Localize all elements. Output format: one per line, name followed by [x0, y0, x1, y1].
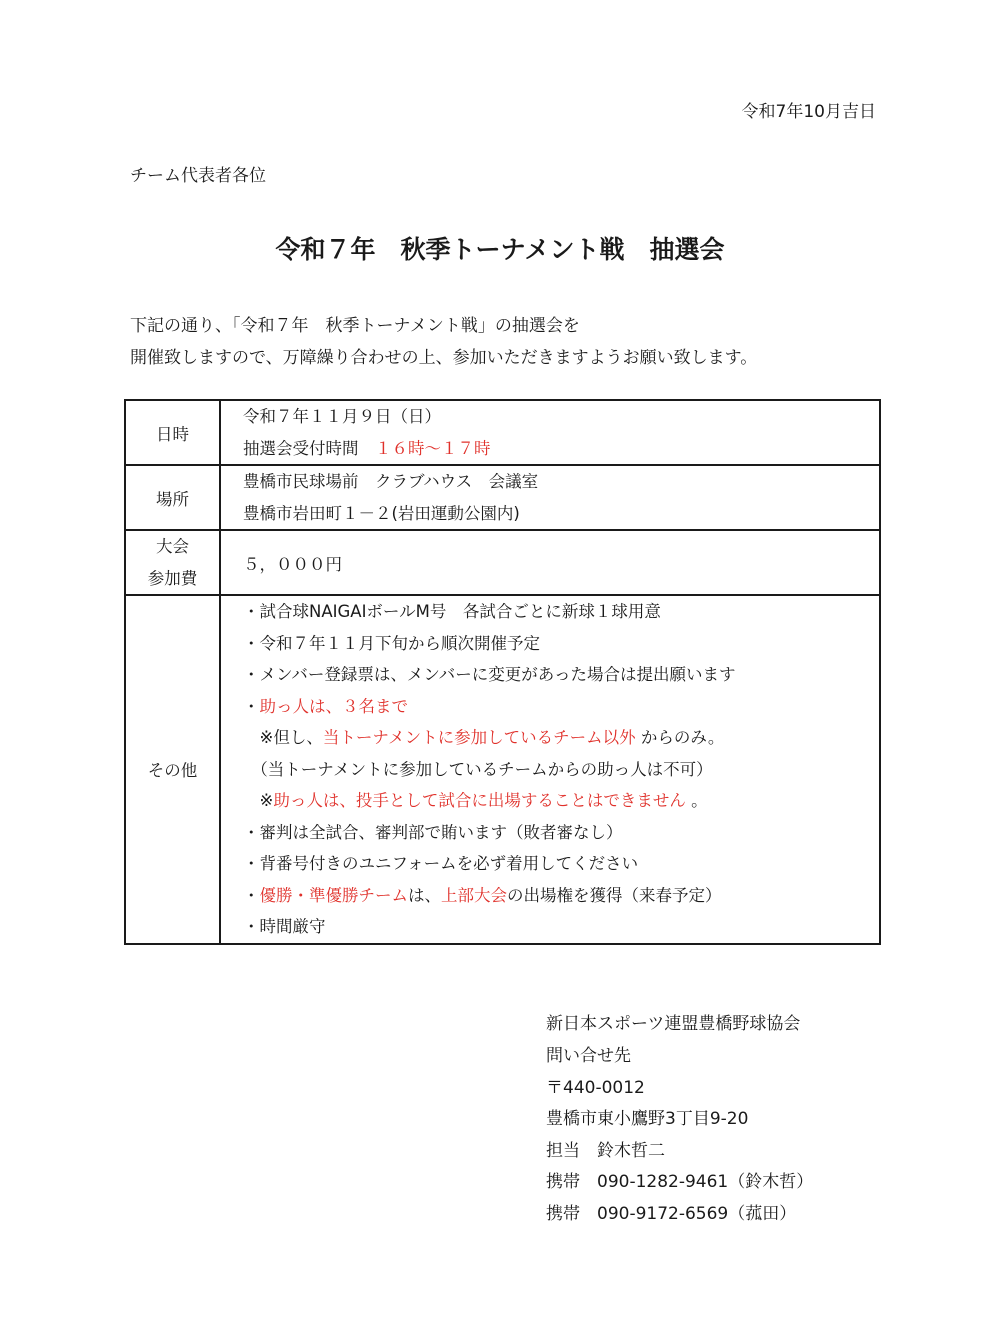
list-item: ・背番号付きのユニフォームを必ず着用してください: [243, 854, 639, 873]
contact-person: 担当 鈴木哲二: [546, 1141, 665, 1161]
place-venue: 豊橋市民球場前 クラブハウス 会議室: [243, 472, 539, 491]
place-value: [220, 465, 880, 530]
list-bullet: ・: [243, 696, 260, 716]
connector-text: は、: [408, 885, 441, 905]
fee-row: [125, 530, 880, 595]
note-suffix: からのみ。: [635, 728, 725, 747]
fee-label-line-2: 参加費: [147, 568, 198, 588]
note-suffix: 。: [685, 791, 708, 810]
helper-limit-text: 助っ人は、３名まで: [259, 696, 408, 716]
datetime-reception: [243, 433, 879, 465]
place-row: [125, 465, 880, 530]
addressee: チーム代表者各位: [130, 166, 266, 186]
other-label: その他: [125, 595, 220, 944]
note-prefix: ※: [243, 791, 274, 810]
helper-eligibility-text: 当トーナメントに参加しているチーム以外: [322, 728, 636, 747]
place-address: 豊橋市岩田町１－２(岩田運動公園内): [243, 503, 520, 523]
list-item: ・メンバー登録票は、メンバーに変更があった場合は提出願います: [243, 665, 736, 684]
winners-text: 優勝・準優勝チーム: [259, 885, 408, 905]
list-item: [243, 785, 879, 817]
organization-name: 新日本スポーツ連盟豊橋野球協会: [546, 1014, 801, 1034]
fee-value: ５，０００円: [220, 530, 880, 595]
address: 豊橋市東小鷹野3丁目9-20: [546, 1109, 749, 1129]
list-item: ・令和７年１１月下旬から順次開催予定: [243, 633, 540, 653]
note-prefix: ※但し、: [243, 728, 323, 747]
datetime-date: 令和７年１１月９日（日）: [243, 407, 441, 426]
list-item: ・審判は全試合、審判部で賄います（敗者審なし）: [243, 822, 623, 842]
upper-tournament-text: 上部大会: [441, 885, 507, 905]
datetime-label: 日時: [125, 400, 220, 465]
phone-2: 携帯 090-9172-6569（菰田）: [546, 1204, 797, 1224]
list-item: [243, 691, 879, 723]
list-item: [243, 880, 879, 912]
phone-1: 携帯 090-1282-9461（鈴木哲）: [546, 1172, 814, 1192]
list-item: （当トーナメントに参加しているチームからの助っ人は不可）: [243, 759, 713, 779]
contact-label: 問い合せ先: [546, 1046, 631, 1066]
datetime-row: [125, 400, 880, 465]
fee-label: [125, 530, 220, 595]
other-row: [125, 595, 880, 944]
helper-pitching-text: 助っ人は、投手として試合に出場することはできません: [273, 791, 686, 810]
other-value: [220, 595, 880, 944]
fee-label-line-1: 大会: [156, 537, 189, 556]
place-label: 場所: [125, 465, 220, 530]
details-table: [124, 399, 881, 945]
list-item: ・時間厳守: [243, 917, 326, 936]
page-title: 令和７年 秋季トーナメント戦 抽選会: [275, 235, 725, 264]
reception-label: 抽選会受付時間: [243, 438, 375, 458]
list-item: ・試合球NAIGAIボールM号 各試合ごとに新球１球用意: [243, 602, 661, 621]
intro-line-1: 下記の通り、「令和７年 秋季トーナメント戦」の抽選会を: [130, 316, 580, 336]
datetime-value: [220, 400, 880, 465]
postal-code: 〒440-0012: [546, 1078, 645, 1098]
document-date: 令和7年10月吉日: [741, 102, 876, 122]
intro-line-2: 開催致しますので、万障繰り合わせの上、参加いただきますようお願い致します。: [130, 348, 758, 368]
list-item: [243, 722, 879, 754]
qualification-text: の出場権を獲得（来春予定）: [507, 885, 722, 905]
reception-time: １６時～１７時: [375, 438, 491, 458]
list-bullet: ・: [243, 885, 260, 905]
